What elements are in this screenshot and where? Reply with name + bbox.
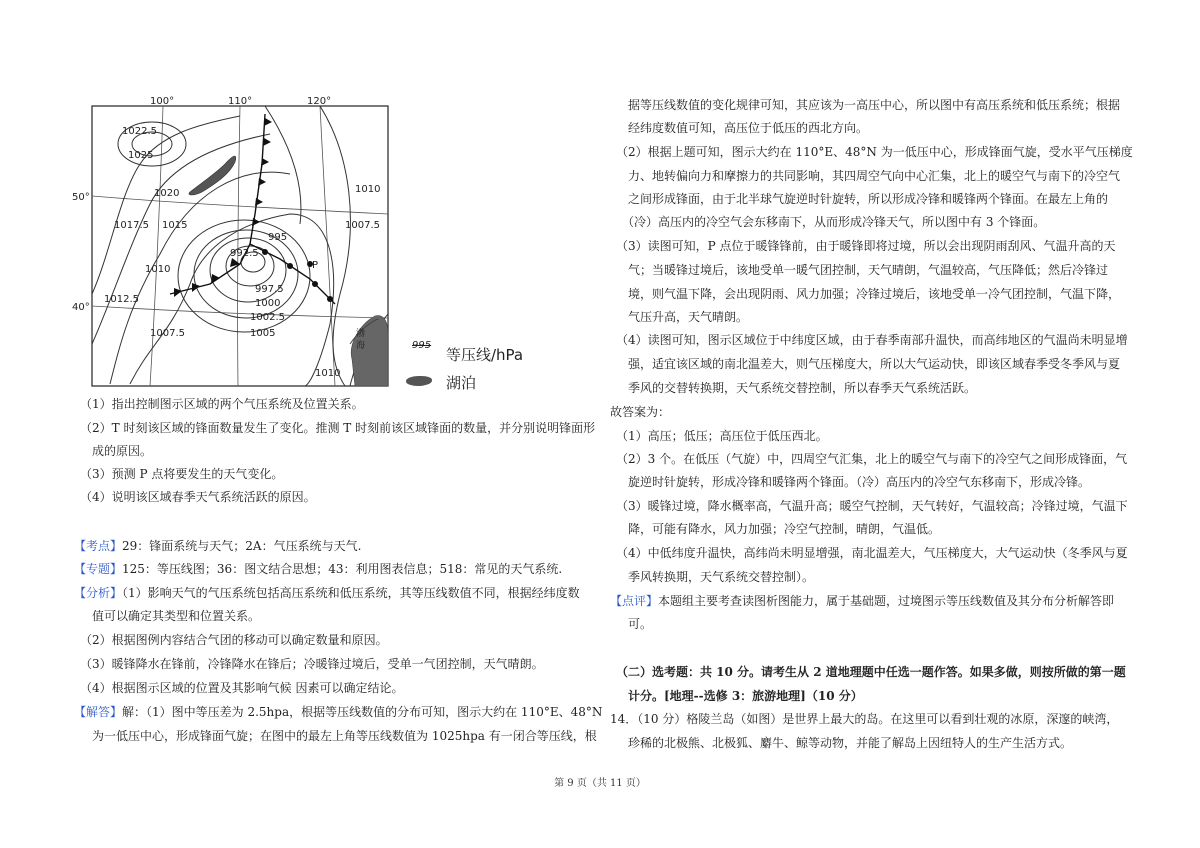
- lat-label: 40°: [72, 302, 90, 313]
- isobar-label: 1000: [255, 298, 281, 309]
- isobar-label: 1012.5: [104, 294, 139, 305]
- legend-isobar-value: 995: [412, 340, 432, 351]
- question-line: （4）说明该区域春季天气系统活跃的原因。: [80, 490, 316, 504]
- answer-line: （4）读图可知，图示区域位于中纬度区域，由于春季南部升温快，而高纬地区的气温尚未明显增: [616, 333, 1128, 347]
- answer-line: （4）中低纬度升温快，高纬尚未明显增强，南北温差大，气压梯度大，大气运动快（冬季风与夏: [616, 546, 1128, 560]
- lake-icon: [406, 376, 432, 386]
- answer-line: （冷）高压内的冷空气会东移南下，从而形成冷锋天气，所以图中有 3 个锋面。: [622, 215, 1046, 229]
- fenxi-line: [74, 585, 580, 601]
- answer-line: （3）暖锋过境，降水概率高，气温升高；暖空气控制，天气转好，气温较高；冷锋过境，气温下: [616, 499, 1128, 513]
- answer-line: 旋逆时针旋转，形成冷锋和暖锋两个锋面。（冷）高压内的冷空气东移南下，形成冷锋。: [628, 475, 1091, 489]
- answer-line: 经纬度数值可知，高压位于低压的西北方向。: [628, 121, 869, 135]
- fenxi-line: （3）暖锋降水在锋前，冷锋降水在锋后；冷暖锋过境后，受单一气团控制，天气晴朗。: [80, 657, 544, 671]
- question-14-line: 珍稀的北极熊、北极狐、麝牛、鲸等动物，并能了解岛上因纽特人的生产生活方式。: [628, 736, 1073, 750]
- isobar-label: 1007.5: [150, 328, 185, 339]
- question-14-line: 14．（10 分）格陵兰岛（如图）是世界上最大的岛。在这里可以看到壮观的冰原，深邃的峡湾，: [610, 712, 1119, 726]
- dianping-tag: 【点评】: [610, 594, 659, 608]
- fenxi-text: （1）影响天气的气压系统包括高压系统和低压系统，其等压线数值不同，根据经纬度数: [122, 586, 580, 600]
- isobar-label: 1005: [250, 328, 276, 339]
- fenxi-line: （2）根据图例内容结合气团的移动可以确定数量和原因。: [80, 633, 388, 647]
- sea-label: 海: [356, 341, 366, 351]
- isobar-label: 997.5: [255, 284, 284, 295]
- legend: [402, 342, 542, 392]
- isobar-label: 1002.5: [250, 312, 285, 323]
- isobar-label: 1010: [315, 368, 341, 379]
- isobar-label: 1020: [154, 188, 180, 199]
- lon-label: 110°: [228, 96, 253, 107]
- question-line: 成的原因。: [92, 444, 153, 458]
- answer-line: （2）3 个。在低压（气旋）中，四周空气汇集，北上的暖空气与南下的冷空气之间形成锋面，气: [616, 452, 1128, 466]
- answer-line: 境，则气温下降，会出现阴雨、风力加强；冷锋过境后，该地受单一冷气团控制，气温下降，: [628, 287, 1121, 301]
- answer-line: 力、地转偏向力和摩擦力的共同影响，其四周空气向中心汇集，北上的暖空气与南下的冷空气: [628, 169, 1121, 183]
- fenxi-line: 值可以确定其类型和位置关系。: [92, 609, 261, 623]
- isobar-label: 995: [268, 232, 288, 243]
- dianping-line: 可。: [628, 617, 653, 631]
- kaodian-line: [74, 538, 361, 554]
- question-line: （1）指出控制图示区域的两个气压系统及位置关系。: [80, 397, 364, 411]
- jieda-line: 为一低压中心，形成锋面气旋；在图中的最左上角等压线数值为 1025hpa 有一闭合等压线，根: [92, 729, 597, 743]
- answer-line: 气压升高，天气晴朗。: [628, 310, 749, 324]
- answer-line: 强，适宜该区域的南北温差大，则气压梯度大，所以大气运动快，即该区域春季受冬季风与夏: [628, 357, 1121, 371]
- isobar-label: 992.5: [230, 248, 259, 259]
- answer-line: 气；当暖锋过境后，该地受单一暖气团控制，天气晴朗，气温较高，气压降低；然后冷锋过: [628, 263, 1109, 277]
- isobar-label: 1007.5: [345, 220, 380, 231]
- fenxi-line: （4）根据图示区域的位置及其影响气候 因素可以确定结论。: [80, 681, 404, 695]
- isobar-map-figure: [72, 96, 390, 388]
- question-line: （3）预测 P 点将要发生的天气变化。: [80, 467, 284, 481]
- isobar-label: 1015: [162, 220, 188, 231]
- lon-label: 120°: [307, 96, 332, 107]
- answer-line: 降，可能有降水，风力加强；冷空气控制，晴朗，气温低。: [628, 522, 941, 536]
- legend-isobar-text: 等压线/hPa: [446, 346, 524, 364]
- answer-line: 据等压线数值的变化规律可知，其应该为一高压中心，所以图中有高压系统和低压系统；根据: [628, 98, 1121, 112]
- jieda-line: [74, 704, 602, 720]
- isobar-label: 1017.5: [114, 220, 149, 231]
- dianping-line: [610, 593, 1114, 609]
- answer-line: 故答案为：: [610, 405, 671, 419]
- zhuanti-line: [74, 561, 562, 577]
- question-line: （2）T 时刻该区域的锋面数量发生了变化。推测 T 时刻前该区域锋面的数量，并分别说明锋面形: [80, 421, 596, 435]
- isobar-label: 1025: [128, 150, 154, 161]
- section-heading: （二）选考题：共 10 分。请考生从 2 道地理题中任选一题作答。如果多做，则按所做的第一题: [616, 665, 1126, 679]
- fenxi-tag: 【分析】: [74, 586, 123, 600]
- dianping-text: 本题组主要考查读图析图能力，属于基础题，过境图示等压线数值及其分布分析解答即: [658, 594, 1115, 608]
- lat-label: 50°: [72, 192, 90, 203]
- point-p-label: P: [312, 260, 319, 271]
- jieda-tag: 【解答】: [74, 705, 123, 719]
- legend-lake-text: 湖泊: [446, 374, 477, 392]
- zhuanti-text: 125：等压线图；36：图文结合思想；43：利用图表信息；518：常见的天气系统.: [122, 562, 563, 576]
- answer-line: 季风转换期，天气系统交替控制）。: [628, 570, 815, 584]
- answer-line: 季风的交替转换期，天气系统交替控制，所以春季天气系统活跃。: [628, 381, 977, 395]
- answer-line: （1）高压；低压；高压位于低压西北。: [616, 429, 828, 443]
- section-heading: 计分。[地理--选修 3：旅游地理]（10 分）: [628, 689, 863, 703]
- isobar-label: 1010: [355, 184, 381, 195]
- zhuanti-tag: 【专题】: [74, 562, 123, 576]
- kaodian-tag: 【考点】: [74, 539, 123, 553]
- sea-label: 渤: [356, 329, 366, 339]
- isobar-label: 1010: [145, 264, 171, 275]
- answer-line: 之间形成锋面，由于北半球气旋逆时针旋转，所以形成冷锋和暖锋两个锋面。在最左上角的: [628, 192, 1109, 206]
- answer-line: （3）读图可知，P 点位于暖锋锋前，由于暖锋即将过境，所以会出现阴雨刮风、气温升高的天: [616, 239, 1116, 253]
- page-footer: 第 9 页（共 11 页）: [554, 778, 646, 789]
- legend-lake: [402, 370, 542, 392]
- lon-label: 100°: [150, 96, 175, 107]
- kaodian-text: 29：锋面系统与天气；2A：气压系统与天气.: [122, 539, 362, 553]
- isobar-label: 1022.5: [122, 126, 157, 137]
- answer-line: （2）根据上题可知，图示大约在 110°E、48°N 为一低压中心，形成锋面气旋，受水平气压梯度: [616, 145, 1133, 159]
- jieda-text: 解：（1）图中等压差为 2.5hpa，根据等压线数值的分布可知，图示大约在 110°E、48°N: [122, 705, 603, 719]
- legend-isobar: [402, 342, 542, 364]
